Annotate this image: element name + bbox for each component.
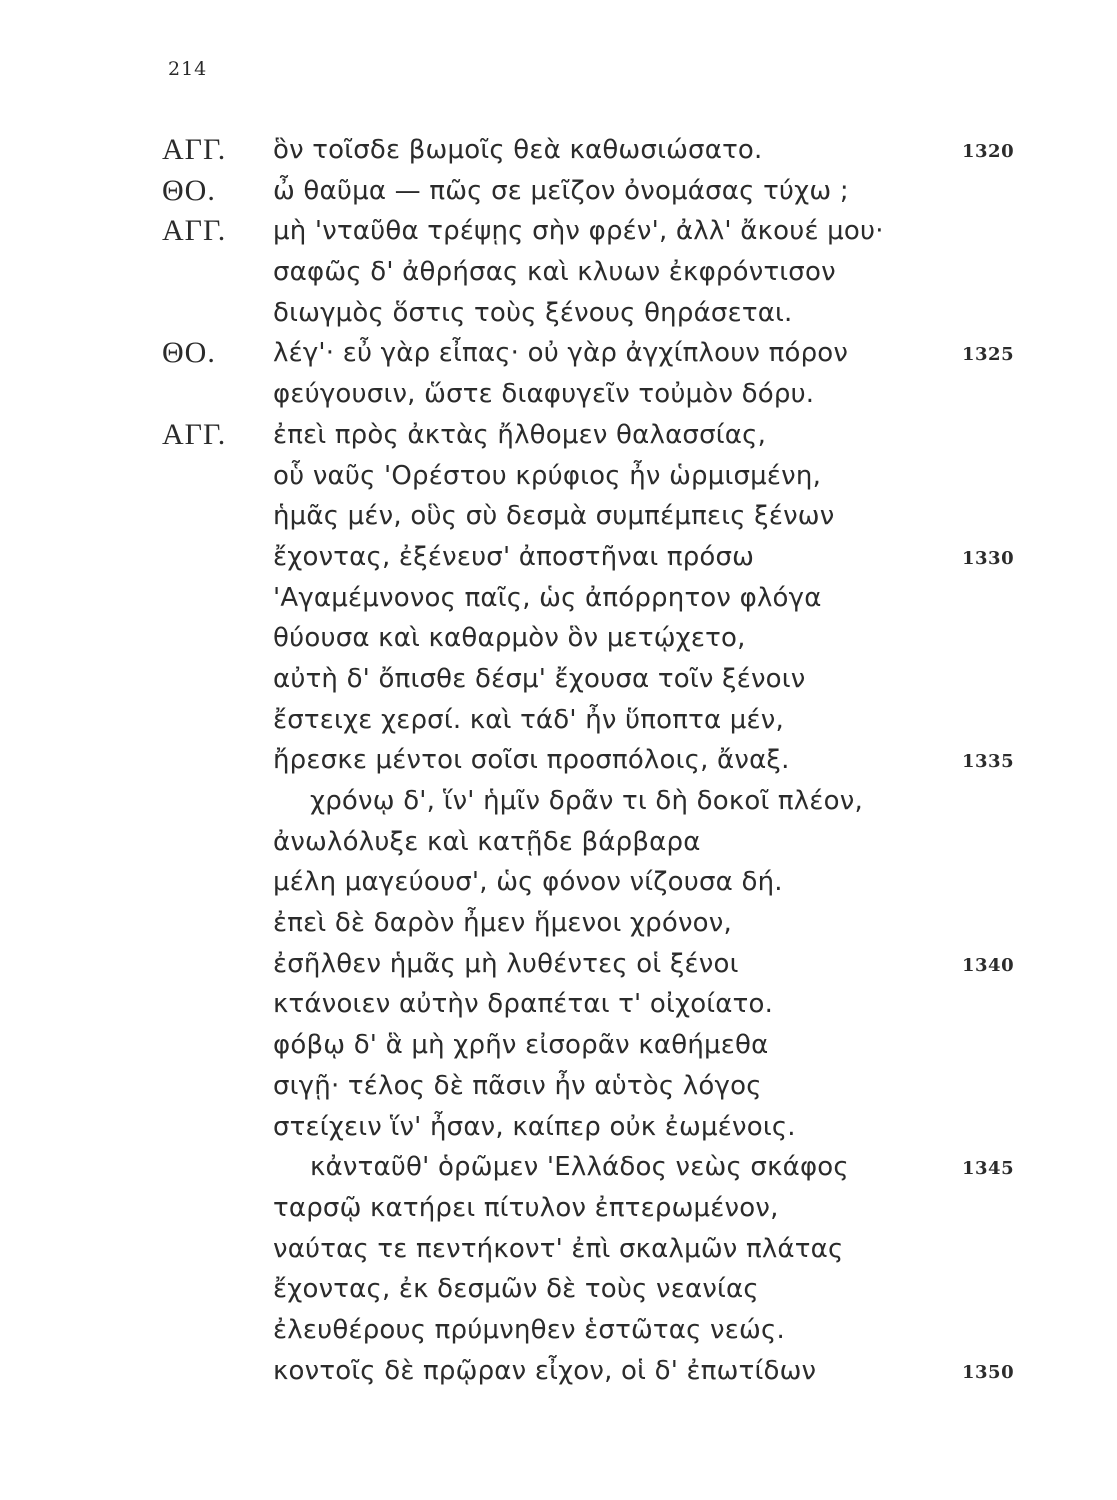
verse-text: κτάνοιεν αὐτὴν δραπέται τ' οἰχοίατο.	[273, 989, 774, 1020]
verse-text: ἔχοντας, ἐξένευσ' ἀποστῆναι πρόσω	[273, 541, 755, 572]
verse-line	[0, 374, 1117, 415]
verse-text: ἤρεσκε μέντοι σοῖσι προσπόλοις, ἄναξ.	[273, 745, 790, 776]
verse-text: ναύτας τε πεντήκοντ' ἐπὶ σκαλμῶν πλάτας	[273, 1233, 844, 1264]
verse-line	[0, 415, 1117, 456]
verse-text: μέλη μαγεύουσ', ὡς φόνον νίζουσα δή.	[273, 867, 783, 898]
verse-line	[0, 130, 1117, 171]
verse-line	[0, 578, 1117, 619]
verse-block	[0, 130, 1117, 1391]
line-number: 1330	[962, 547, 1015, 569]
verse-line	[0, 1107, 1117, 1148]
page-number: 214	[168, 58, 208, 80]
verse-line	[0, 496, 1117, 537]
verse-text: οὗ ναῦς 'Ορέστου κρύφιος ἦν ὡρμισμένη,	[273, 460, 822, 491]
verse-text: αὐτὴ δ' ὄπισθε δέσμ' ἔχουσα τοῖν ξένοιν	[273, 663, 806, 694]
verse-line	[0, 456, 1117, 497]
verse-text: φόβῳ δ' ἃ μὴ χρῆν εἰσορᾶν καθήμεθα	[273, 1030, 769, 1061]
verse-line	[0, 537, 1117, 578]
verse-text: ἐπεὶ δὲ δαρὸν ἦμεν ἥμενοι χρόνον,	[273, 908, 732, 939]
verse-text: ἐπεὶ πρὸς ἀκτὰς ἤλθομεν θαλασσίας,	[273, 419, 767, 450]
verse-line	[0, 700, 1117, 741]
verse-text: μὴ 'νταῦθα τρέψῃς σὴν φρέν', ἀλλ' ἄκουέ μου·	[273, 216, 884, 247]
line-number: 1335	[962, 751, 1015, 773]
verse-line	[0, 1351, 1117, 1392]
verse-text: στείχειν ἵν' ἦσαν, καίπερ οὐκ ἐωμένοις.	[273, 1111, 796, 1142]
verse-line	[0, 1229, 1117, 1270]
line-number: 1345	[962, 1158, 1015, 1180]
line-number: 1325	[962, 344, 1015, 366]
verse-text: κοντοῖς δὲ πρῷραν εἶχον, οἱ δ' ἐπωτίδων	[273, 1355, 817, 1386]
verse-line	[0, 211, 1117, 252]
verse-line	[0, 944, 1117, 985]
verse-line	[0, 1066, 1117, 1107]
speaker-label: ΘΟ.	[162, 173, 216, 207]
verse-line	[0, 903, 1117, 944]
verse-text: ἔχοντας, ἐκ δεσμῶν δὲ τοὺς νεανίας	[273, 1274, 759, 1305]
verse-line	[0, 333, 1117, 374]
line-number: 1340	[962, 954, 1015, 976]
verse-text: ἐλευθέρους πρύμνηθεν ἑστῶτας νεώς.	[273, 1314, 785, 1345]
verse-line	[0, 740, 1117, 781]
speaker-label: ΑΓΓ.	[162, 417, 227, 451]
verse-line	[0, 984, 1117, 1025]
verse-text: ἔστειχε χερσί. καὶ τάδ' ἦν ὕποπτα μέν,	[273, 704, 784, 735]
speaker-label: ΘΟ.	[162, 336, 216, 370]
line-number: 1350	[962, 1361, 1015, 1383]
speaker-label: ΑΓΓ.	[162, 214, 227, 248]
speaker-label: ΑΓΓ.	[162, 133, 227, 166]
verse-text: φεύγουσιν, ὥστε διαφυγεῖν τοὐμὸν δόρυ.	[273, 379, 815, 410]
verse-text: σαφῶς δ' ἀθρήσας καὶ κλυων ἐκφρόντισον	[273, 257, 836, 288]
verse-text: ὃν τοῖσδε βωμοῖς θεὰ καθωσιώσατο.	[273, 135, 763, 165]
verse-text: διωγμὸς ὅστις τοὺς ξένους θηράσεται.	[273, 297, 793, 328]
verse-line	[0, 1269, 1117, 1310]
verse-text: ταρσῷ κατήρει πίτυλον ἐπτερωμένον,	[273, 1192, 779, 1223]
verse-text: λέγ'· εὖ γὰρ εἶπας· οὐ γὰρ ἀγχίπλουν πόρον	[273, 338, 849, 369]
verse-text: ἀνωλόλυξε καὶ κατῇδε βάρβαρα	[273, 826, 701, 857]
verse-line	[0, 1188, 1117, 1229]
verse-line	[0, 1025, 1117, 1066]
verse-line	[0, 781, 1117, 822]
verse-text: θύουσα καὶ καθαρμὸν ὃν μετῴχετο,	[273, 623, 746, 654]
verse-line	[0, 293, 1117, 334]
verse-line	[0, 1147, 1117, 1188]
verse-text: σιγῇ· τέλος δὲ πᾶσιν ἦν αὑτὸς λόγος	[273, 1070, 762, 1101]
verse-text: ἡμᾶς μέν, οὓς σὺ δεσμὰ συμπέμπεις ξένων	[273, 501, 835, 532]
line-number: 1320	[962, 141, 1015, 162]
verse-line	[0, 822, 1117, 863]
verse-line	[0, 618, 1117, 659]
verse-line	[0, 171, 1117, 212]
verse-line	[0, 659, 1117, 700]
verse-line	[0, 1310, 1117, 1351]
verse-text: χρόνῳ δ', ἵν' ἡμῖν δρᾶν τι δὴ δοκοῖ πλέον,	[310, 786, 863, 816]
verse-text: κἀνταῦθ' ὁρῶμεν 'Ελλάδος νεὼς σκάφος	[310, 1152, 849, 1183]
verse-line	[0, 252, 1117, 293]
verse-text: ὦ θαῦμα — πῶς σε μεῖζον ὀνομάσας τύχω ;	[273, 175, 849, 206]
verse-text: ἐσῆλθεν ἡμᾶς μὴ λυθέντες οἱ ξένοι	[273, 948, 739, 979]
verse-text: 'Αγαμέμνονος παῖς, ὡς ἀπόρρητον φλόγα	[273, 582, 822, 613]
verse-line	[0, 862, 1117, 903]
